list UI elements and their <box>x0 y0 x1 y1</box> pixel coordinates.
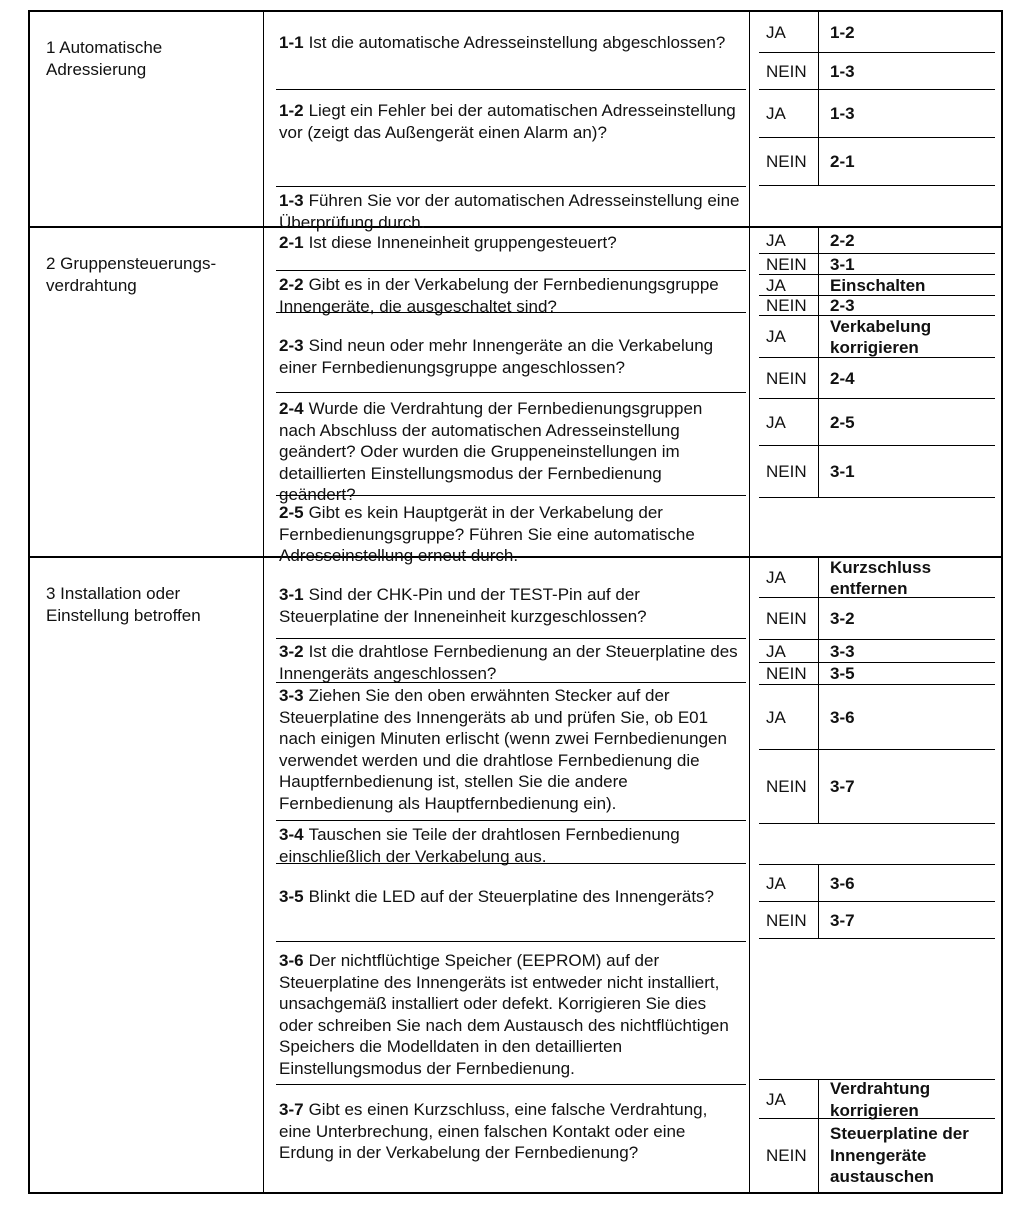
ja-nein-label: NEIN <box>766 777 807 797</box>
category-cell: 1 Automatische Adressierung <box>30 12 264 226</box>
result-cell: 2-5 <box>818 399 1001 446</box>
ja-nein-label: NEIN <box>766 609 807 629</box>
question-cell <box>264 393 749 504</box>
answer-row <box>750 446 1001 498</box>
question-number: 2-4 <box>279 399 304 418</box>
question-text: Ziehen Sie den oben erwähnten Stecker auf der Steuerplatine des Innengeräts ab und prüfen Sie, ob E01 nach einigen Minuten erlischt (wenn zwei Fernbedienungen verwendet werden und die drahtlose Fernbedienung die Hauptfernbedienung ist, stellen Sie die andere Fernbedienung als Hauptfernbedienung ein). <box>279 686 727 813</box>
question-text: Wurde die Verdrahtung der Fernbedienungsgruppen nach Abschluss der automatischen Adresseinstellung geändert? Oder wurden die Gruppeneinstellungen im detaillierten Einstellungsmodus der Fernbedienung geändert? <box>279 399 703 504</box>
question-cell <box>264 12 749 90</box>
question-column <box>264 12 750 232</box>
ja-nein-label: NEIN <box>766 462 807 482</box>
ja-nein-label: JA <box>766 1089 786 1109</box>
question-text: Sind neun oder mehr Innengeräte an die Verkabelung einer Fernbedienungsgruppe angeschlossen? <box>279 336 714 377</box>
answer-spacer <box>750 498 1001 556</box>
ja-nein-label: NEIN <box>766 664 807 684</box>
ja-nein-label: NEIN <box>766 1145 807 1165</box>
ja-nein-label: NEIN <box>766 61 807 81</box>
answer-row <box>750 663 1001 685</box>
question-number: 2-1 <box>279 233 304 252</box>
result-cell: 3-5 <box>818 663 1001 685</box>
question-text: Sind der CHK-Pin und der TEST-Pin auf der Steuerplatine der Inneneinheit kurzgeschlossen? <box>279 585 647 626</box>
question-cell <box>264 864 749 942</box>
question-number: 3-1 <box>279 585 304 604</box>
answer-row <box>750 685 1001 750</box>
answer-row <box>750 12 1001 53</box>
answer-spacer <box>750 824 1001 865</box>
result-cell: Einschalten <box>818 275 1001 296</box>
question-cell <box>264 683 749 821</box>
result-cell: 3-1 <box>818 446 1001 498</box>
question-number: 1-3 <box>279 191 304 210</box>
result-cell: 1-3 <box>818 90 1001 138</box>
category-cell: 2 Gruppensteuerungs-verdrahtung <box>30 228 264 556</box>
ja-nein-label: NEIN <box>766 296 807 316</box>
answer-row <box>750 750 1001 824</box>
answer-row <box>750 53 1001 90</box>
question-cell <box>264 313 749 393</box>
answer-row <box>750 1119 1001 1192</box>
question-text: Tauschen sie Teile der drahtlosen Fernbedienung einschließlich der Verkabelung aus. <box>279 825 680 866</box>
question-text: Ist die automatische Adresseinstellung abgeschlossen? <box>308 33 726 52</box>
result-cell: 3-3 <box>818 640 1001 663</box>
ja-nein-label: JA <box>766 568 786 588</box>
ja-nein-label: JA <box>766 412 786 432</box>
answer-row <box>750 228 1001 254</box>
question-column <box>264 228 750 565</box>
result-cell: 1-3 <box>818 53 1001 90</box>
troubleshooting-table <box>28 10 1003 1194</box>
ja-nein-label: JA <box>766 22 786 42</box>
ja-nein-label: JA <box>766 231 786 251</box>
ja-nein-label: JA <box>766 275 786 295</box>
answer-column <box>750 228 1001 556</box>
answer-row <box>750 558 1001 598</box>
answer-column <box>750 12 1001 226</box>
answer-row <box>750 296 1001 316</box>
result-cell: 3-7 <box>818 902 1001 939</box>
answer-row <box>750 254 1001 275</box>
result-cell: Steuerplatine der Innengeräte austauschen <box>818 1119 1001 1192</box>
answer-row <box>750 358 1001 399</box>
answer-row <box>750 598 1001 640</box>
result-cell: 1-2 <box>818 12 1001 53</box>
answer-row <box>750 902 1001 939</box>
answer-row <box>750 1080 1001 1119</box>
answer-row <box>750 399 1001 446</box>
ja-nein-label: JA <box>766 707 786 727</box>
category-cell: 3 Installation oder Einstellung betroffen <box>30 558 264 1192</box>
answer-row <box>750 138 1001 186</box>
question-number: 3-3 <box>279 686 304 705</box>
result-cell: 2-4 <box>818 358 1001 399</box>
result-cell: 3-1 <box>818 254 1001 275</box>
question-number: 2-3 <box>279 336 304 355</box>
ja-nein-label: NEIN <box>766 368 807 388</box>
question-cell <box>264 496 749 567</box>
question-text: Ist diese Inneneinheit gruppengesteuert? <box>308 233 617 252</box>
section-group-control-wiring <box>30 228 1001 565</box>
result-cell: Verkabelung korrigieren <box>818 316 1001 358</box>
result-cell: Kurzschluss entfernen <box>818 558 1001 598</box>
answer-row <box>750 275 1001 296</box>
question-cell <box>264 639 749 683</box>
question-number: 3-4 <box>279 825 304 844</box>
question-text: Gibt es kein Hauptgerät in der Verkabelung der Fernbedienungsgruppe? Führen Sie eine automatische Adresseinstellung erneut durch. <box>279 503 695 565</box>
question-number: 2-5 <box>279 503 304 522</box>
result-cell: 3-7 <box>818 750 1001 824</box>
question-cell <box>264 90 749 187</box>
question-number: 3-5 <box>279 887 304 906</box>
question-text: Liegt ein Fehler bei der automatischen Adresseinstellung vor (zeigt das Außengerät einen Alarm an)? <box>279 101 736 142</box>
question-text: Gibt es einen Kurzschluss, eine falsche Verdrahtung, eine Unterbrechung, einen falschen Kontakt oder eine Erdung in der Verkabelung der Fernbedienung? <box>279 1100 708 1162</box>
question-text: Der nichtflüchtige Speicher (EEPROM) auf der Steuerplatine des Innengeräts ist entweder nicht installiert, unsachgemäß installiert oder defekt. Korrigieren Sie dies oder schreiben Sie nach dem Austausch des nichtflüchtigen Speichers die Modelldaten in den detaillierten Einstellungsmodus der Fernbedienung. <box>279 951 729 1078</box>
question-number: 2-2 <box>279 275 304 294</box>
answer-row <box>750 865 1001 902</box>
question-cell <box>264 228 749 271</box>
ja-nein-label: NEIN <box>766 254 807 274</box>
ja-nein-label: JA <box>766 873 786 893</box>
question-cell <box>264 942 749 1085</box>
ja-nein-label: JA <box>766 641 786 661</box>
question-number: 1-1 <box>279 33 304 52</box>
section-auto-addressing <box>30 12 1001 232</box>
answer-row <box>750 316 1001 358</box>
result-cell: 2-3 <box>818 296 1001 316</box>
question-text: Gibt es in der Verkabelung der Fernbedienungsgruppe Innengeräte, die ausgeschaltet sind? <box>279 275 719 316</box>
question-number: 3-7 <box>279 1100 304 1119</box>
result-cell: Verdrahtung korrigieren <box>818 1080 1001 1119</box>
question-cell <box>264 558 749 639</box>
section-installation-setting <box>30 558 1001 1192</box>
ja-nein-label: NEIN <box>766 910 807 930</box>
question-number: 3-2 <box>279 642 304 661</box>
ja-nein-label: NEIN <box>766 152 807 172</box>
question-column <box>264 558 750 1192</box>
answer-spacer <box>750 186 1001 226</box>
result-cell: 3-2 <box>818 598 1001 640</box>
question-cell <box>264 821 749 864</box>
result-cell: 2-1 <box>818 138 1001 186</box>
result-cell: 2-2 <box>818 228 1001 254</box>
question-cell <box>264 187 749 233</box>
answer-row <box>750 90 1001 138</box>
result-cell: 3-6 <box>818 685 1001 750</box>
question-number: 3-6 <box>279 951 304 970</box>
result-cell: 3-6 <box>818 865 1001 902</box>
question-text: Führen Sie vor der automatischen Adresseinstellung eine Überprüfung durch. <box>279 191 740 232</box>
ja-nein-label: JA <box>766 327 786 347</box>
answer-column <box>750 558 1001 1192</box>
question-text: Blinkt die LED auf der Steuerplatine des Innengeräts? <box>308 887 715 906</box>
question-cell <box>264 1085 749 1192</box>
answer-row <box>750 640 1001 663</box>
answer-spacer <box>750 939 1001 1080</box>
question-cell <box>264 271 749 316</box>
question-number: 1-2 <box>279 101 304 120</box>
question-text: Ist die drahtlose Fernbedienung an der Steuerplatine des Innengeräts angeschlossen? <box>279 642 738 683</box>
ja-nein-label: JA <box>766 104 786 124</box>
